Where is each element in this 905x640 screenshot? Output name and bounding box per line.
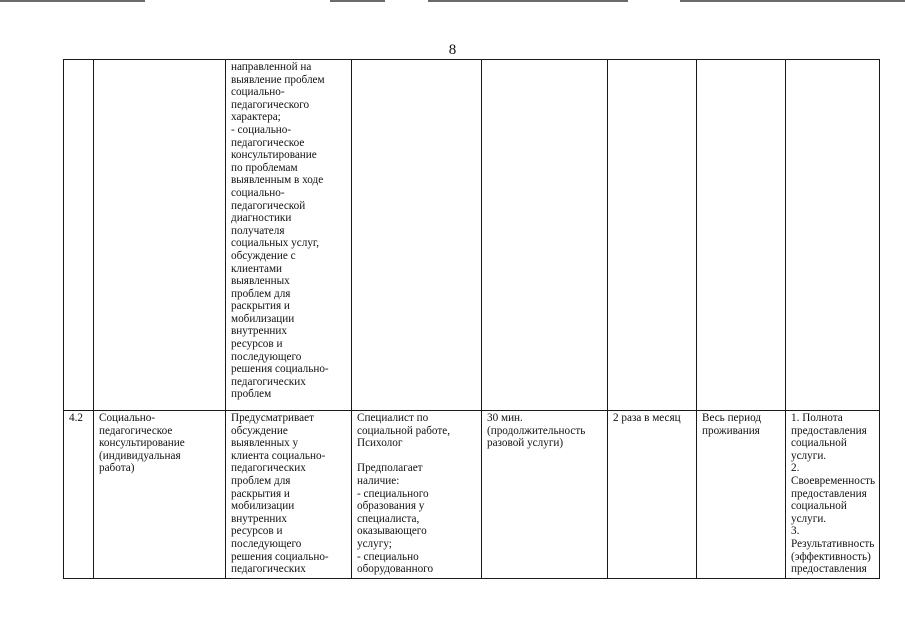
text-line: Своевременность <box>791 474 876 487</box>
performer-text <box>357 412 477 450</box>
text-line: - специального <box>357 487 429 500</box>
text-line: консультирование <box>99 437 185 450</box>
text-line: оказывающего <box>357 525 427 538</box>
text-line: выявление проблем <box>231 73 325 86</box>
text-line: Весь период <box>702 412 762 424</box>
text-line: внутренних <box>231 325 288 338</box>
text-line: направленной на <box>231 61 312 73</box>
cell-description <box>226 60 352 411</box>
text-line: оборудованного <box>357 563 434 576</box>
text-line: выявленных у <box>231 437 299 450</box>
text-line: Социально- <box>99 412 156 424</box>
text-line: социальной <box>791 437 847 450</box>
cell-frequency <box>608 411 697 579</box>
criteria-text <box>791 412 875 576</box>
cell-duration <box>482 411 608 579</box>
text-line: услуги. <box>791 449 827 462</box>
text-line: социальной <box>791 500 847 513</box>
text-line: Результативность <box>791 537 875 550</box>
frequency-text: 2 раза в месяц <box>613 412 681 424</box>
text-line: социально- <box>231 86 285 99</box>
text-line: педагогических <box>231 563 306 576</box>
cell-term <box>697 60 786 411</box>
cell-criteria <box>786 60 880 411</box>
text-line: клиента социально- <box>231 449 326 462</box>
text-line: раскрытия и <box>231 487 290 500</box>
text-line: - специально <box>357 550 419 563</box>
text-line: Специалист по <box>357 412 429 424</box>
text-line: 30 мин. <box>487 412 523 424</box>
text-line: диагностики <box>231 212 292 225</box>
scan-edge-line <box>680 0 905 2</box>
text-line: педагогическое <box>231 136 305 149</box>
table-row-4-2 <box>64 411 880 579</box>
text-line: ресурсов и <box>231 525 283 538</box>
description-text <box>231 61 347 401</box>
text-line: социальных услуг, <box>231 237 320 250</box>
description-text <box>231 412 347 576</box>
text-line: 3. <box>791 525 800 538</box>
text-line: клиентами <box>231 262 283 275</box>
text-line: предоставления <box>791 563 867 576</box>
text-line: педагогическое <box>99 424 173 437</box>
text-line: 1. Полнота <box>791 412 843 424</box>
cell-duration <box>482 60 608 411</box>
scan-edge-line <box>428 0 628 2</box>
text-line: проблем для <box>231 287 291 300</box>
row-number: 4.2 <box>69 412 83 424</box>
text-line: решения социально- <box>231 363 329 376</box>
table-row-continued <box>64 60 880 411</box>
text-line: обсуждение с <box>231 249 296 262</box>
text-line: проживания <box>702 424 760 437</box>
text-line: услуги. <box>791 512 827 525</box>
text-line: выявленным в ходе <box>231 174 324 187</box>
text-line: по проблемам <box>231 161 298 174</box>
text-line: специалиста, <box>357 512 420 525</box>
text-line: предоставления <box>791 487 867 500</box>
text-line: проблем для <box>231 474 291 487</box>
text-line: разовой услуги) <box>487 437 564 450</box>
text-line: (индивидуальная <box>99 449 181 462</box>
cell-service-name <box>94 60 226 411</box>
text-line: социально- <box>231 186 285 199</box>
text-line: (эффективность) <box>791 550 871 563</box>
text-line: - социально- <box>231 123 292 136</box>
text-line: решения социально- <box>231 550 329 563</box>
cell-term <box>697 411 786 579</box>
requirements-text <box>357 462 477 575</box>
cell-number <box>64 411 94 579</box>
service-name-text <box>99 412 221 475</box>
text-line: (продолжительность <box>487 424 586 437</box>
text-line: ресурсов и <box>231 338 283 351</box>
text-line: педагогических <box>231 462 306 475</box>
scan-edge-line <box>330 0 385 2</box>
term-text <box>702 412 781 437</box>
text-line: 2. <box>791 462 800 475</box>
text-line: мобилизации <box>231 312 295 325</box>
services-table <box>63 59 880 579</box>
text-line: последующего <box>231 537 302 550</box>
page-number: 8 <box>448 42 457 58</box>
text-line: социальной работе, <box>357 424 450 437</box>
cell-frequency <box>608 60 697 411</box>
text-line: последующего <box>231 350 302 363</box>
cell-service-name <box>94 411 226 579</box>
cell-requirements <box>352 411 482 579</box>
text-line: внутренних <box>231 512 288 525</box>
cell-requirements <box>352 60 482 411</box>
text-line: выявленных <box>231 275 290 288</box>
text-line: консультирование <box>231 149 317 162</box>
text-line: педагогических <box>231 375 306 388</box>
text-line: получателя <box>231 224 285 237</box>
scan-edge-line <box>0 0 145 2</box>
text-line: Предусматривает <box>231 412 314 424</box>
text-line: Психолог <box>357 437 403 450</box>
text-line: педагогического <box>231 98 310 111</box>
text-line: характера; <box>231 111 281 124</box>
text-line: Предполагает <box>357 462 423 475</box>
text-line: раскрытия и <box>231 300 290 313</box>
text-line: мобилизации <box>231 500 295 513</box>
text-line: наличие: <box>357 474 400 487</box>
text-line: образования у <box>357 500 425 513</box>
text-line: услугу; <box>357 537 392 550</box>
text-line: работа) <box>99 462 135 475</box>
cell-number <box>64 60 94 411</box>
duration-text <box>487 412 603 450</box>
cell-criteria <box>786 411 880 579</box>
text-line: обсуждение <box>231 424 288 437</box>
text-line: педагогической <box>231 199 306 212</box>
text-line: предоставления <box>791 424 867 437</box>
text-line: проблем <box>231 388 272 401</box>
cell-description <box>226 411 352 579</box>
